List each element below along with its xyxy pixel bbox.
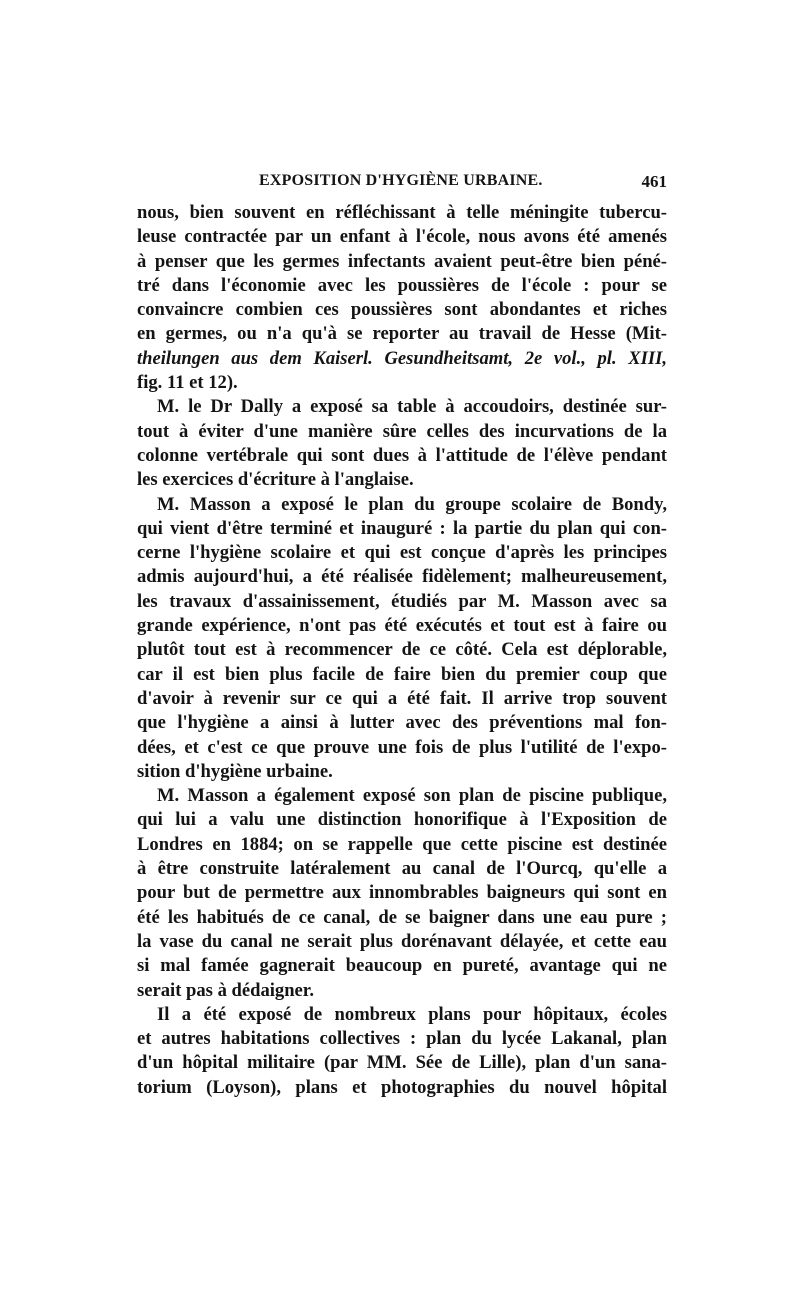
text-line: sition d'hygiène urbaine. (137, 760, 333, 782)
text-line: que l'hygiène a ainsi à lutter avec des préventions mal fon- (137, 712, 667, 734)
text-line: à être construite latéralement au canal de l'Ourcq, qu'elle a (137, 858, 667, 880)
text-line: si mal famée gagnerait beaucoup en pureté, avantage qui ne (137, 955, 667, 977)
text-line: d'avoir à revenir sur ce qui a été fait. Il arrive trop souvent (137, 687, 667, 709)
text-line: en germes, ou n'a qu'à se reporter au travail de Hesse (Mit- (137, 323, 667, 345)
text-line: les travaux d'assainissement, étudiés par M. Masson avec sa (137, 590, 667, 612)
body-text (137, 201, 667, 1100)
text-line: grande expérience, n'ont pas été exécutés et tout est à faire ou (137, 615, 667, 637)
text-line: plutôt tout est à recommencer de ce côté. Cela est déplorable, (137, 639, 667, 661)
text-line: leuse contractée par un enfant à l'école, nous avons été amenés (137, 226, 667, 248)
text-line: qui lui a valu une distinction honorifique à l'Exposition de (137, 809, 667, 831)
text-line: la vase du canal ne serait plus dorénavant délayée, et cette eau (137, 930, 667, 952)
text-line: Il a été exposé de nombreux plans pour hôpitaux, écoles (157, 1003, 667, 1025)
text-line: torium (Loyson), plans et photographies du nouvel hôpital (137, 1076, 667, 1098)
text-line: car il est bien plus facile de faire bien du premier coup que (137, 663, 667, 685)
text-line: M. Masson a également exposé son plan de piscine publique, (157, 785, 667, 807)
text-line: M. Masson a exposé le plan du groupe scolaire de Bondy, (157, 493, 667, 515)
text-line: nous, bien souvent en réfléchissant à telle méningite tubercu- (137, 202, 667, 223)
text-line: tré dans l'économie avec les poussières de l'école : pour se (137, 274, 667, 296)
text-line: été les habitués de ce canal, de se baigner dans une eau pure ; (137, 906, 667, 928)
text-line: convaincre combien ces poussières sont abondantes et riches (137, 299, 667, 321)
text-line: admis aujourd'hui, a été réalisée fidèlement; malheureusement, (137, 566, 667, 588)
text-line: Londres en 1884; on se rappelle que cette piscine est destinée (137, 833, 667, 855)
text-line: colonne vertébrale qui sont dues à l'attitude de l'élève pendant (137, 444, 667, 466)
running-header (137, 172, 667, 200)
text-line: M. le Dr Dally a exposé sa table à accoudoirs, destinée sur- (157, 396, 667, 418)
running-title: EXPOSITION D'HYGIÈNE URBAINE. (259, 172, 543, 189)
text-line: dées, et c'est ce que prouve une fois de plus l'utilité de l'expo- (137, 736, 667, 758)
text-line: les exercices d'écriture à l'anglaise. (137, 469, 414, 491)
text-line: à penser que les germes infectants avaient peut-être bien péné- (137, 250, 667, 272)
text-line: qui vient d'être terminé et inauguré : la partie du plan qui con- (137, 517, 667, 539)
text-line: tout à éviter d'une manière sûre celles des incurvations de la (137, 420, 667, 442)
text-line: theilungen aus dem Kaiserl. Gesundheitsamt, 2e vol., pl. XIII, (137, 347, 667, 369)
text-line: d'un hôpital militaire (par MM. Sée de Lille), plan d'un sana- (137, 1052, 667, 1074)
text-line: fig. 11 et 12). (137, 372, 238, 394)
text-line: serait pas à dédaigner. (137, 979, 314, 1001)
page-number: 461 (641, 172, 667, 191)
text-line: pour but de permettre aux innombrables baigneurs qui sont en (137, 882, 667, 904)
text-line: cerne l'hygiène scolaire et qui est conçue d'après les principes (137, 542, 667, 564)
text-line: et autres habitations collectives : plan du lycée Lakanal, plan (137, 1028, 667, 1050)
